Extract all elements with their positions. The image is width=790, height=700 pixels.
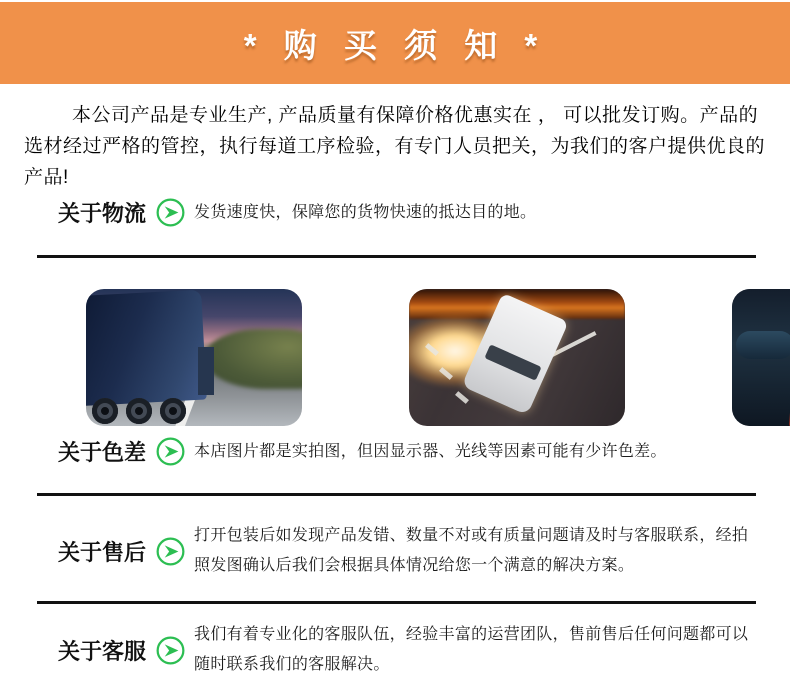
page-title: * 购 买 须 知 * [243,26,547,64]
section-customer-service-text: 我们有着专业化的客服队伍，经验丰富的运营团队，售前售后任何问题都可以随时联系我们的客服解决。 [194,626,749,673]
section-color-difference-text: 本店图片都是实拍图，但因显示器、光线等因素可能有少许色差。 [194,442,667,460]
green-circle-arrow-icon [156,437,185,466]
blue-truck-photo [86,289,302,426]
truck-wheel-shape [92,398,118,424]
section-logistics-text: 发货速度快，保障您的货物快速的抵达目的地。 [194,203,537,221]
section-color-difference-label: 关于色差 [58,440,147,465]
truck-cab-shape [198,347,214,395]
white-truck-photo [409,289,625,426]
divider-line [37,493,756,496]
intro-paragraph: 本公司产品是专业生产, 产品质量有保障价格优惠实在 ， 可以批发订购。产品的选材经过严格的管控，执行每道工序检验，有专门人员把关，为我们的客户提供优良的产品! [24,105,766,188]
green-circle-arrow-icon [156,537,185,566]
section-after-sales-text: 打开包装后如发现产品发错、数量不对或有质量问题请及时与客服联系，经拍照发图确认后我们会根据具体情况给您一个满意的解决方案。 [194,527,749,574]
section-logistics-label: 关于物流 [58,201,147,226]
red-truck-photo [732,289,790,426]
section-customer-service [58,620,760,680]
truck-tank-shape [736,331,790,359]
section-after-sales-label: 关于售后 [58,539,147,565]
truck-wheel-shape [160,398,186,424]
section-logistics [58,197,536,228]
divider-line [37,601,756,604]
green-circle-arrow-icon [156,198,185,227]
hillside-shape [204,329,302,389]
section-color-difference [58,436,667,467]
truck-photos-row [46,273,748,410]
truck-wheel-shape [126,398,152,424]
banner [0,2,790,84]
divider-line [37,255,756,258]
section-customer-service-label: 关于客服 [58,638,147,664]
green-circle-arrow-icon [156,636,185,665]
section-after-sales [58,521,760,581]
truck-trailer-shape [86,290,207,407]
